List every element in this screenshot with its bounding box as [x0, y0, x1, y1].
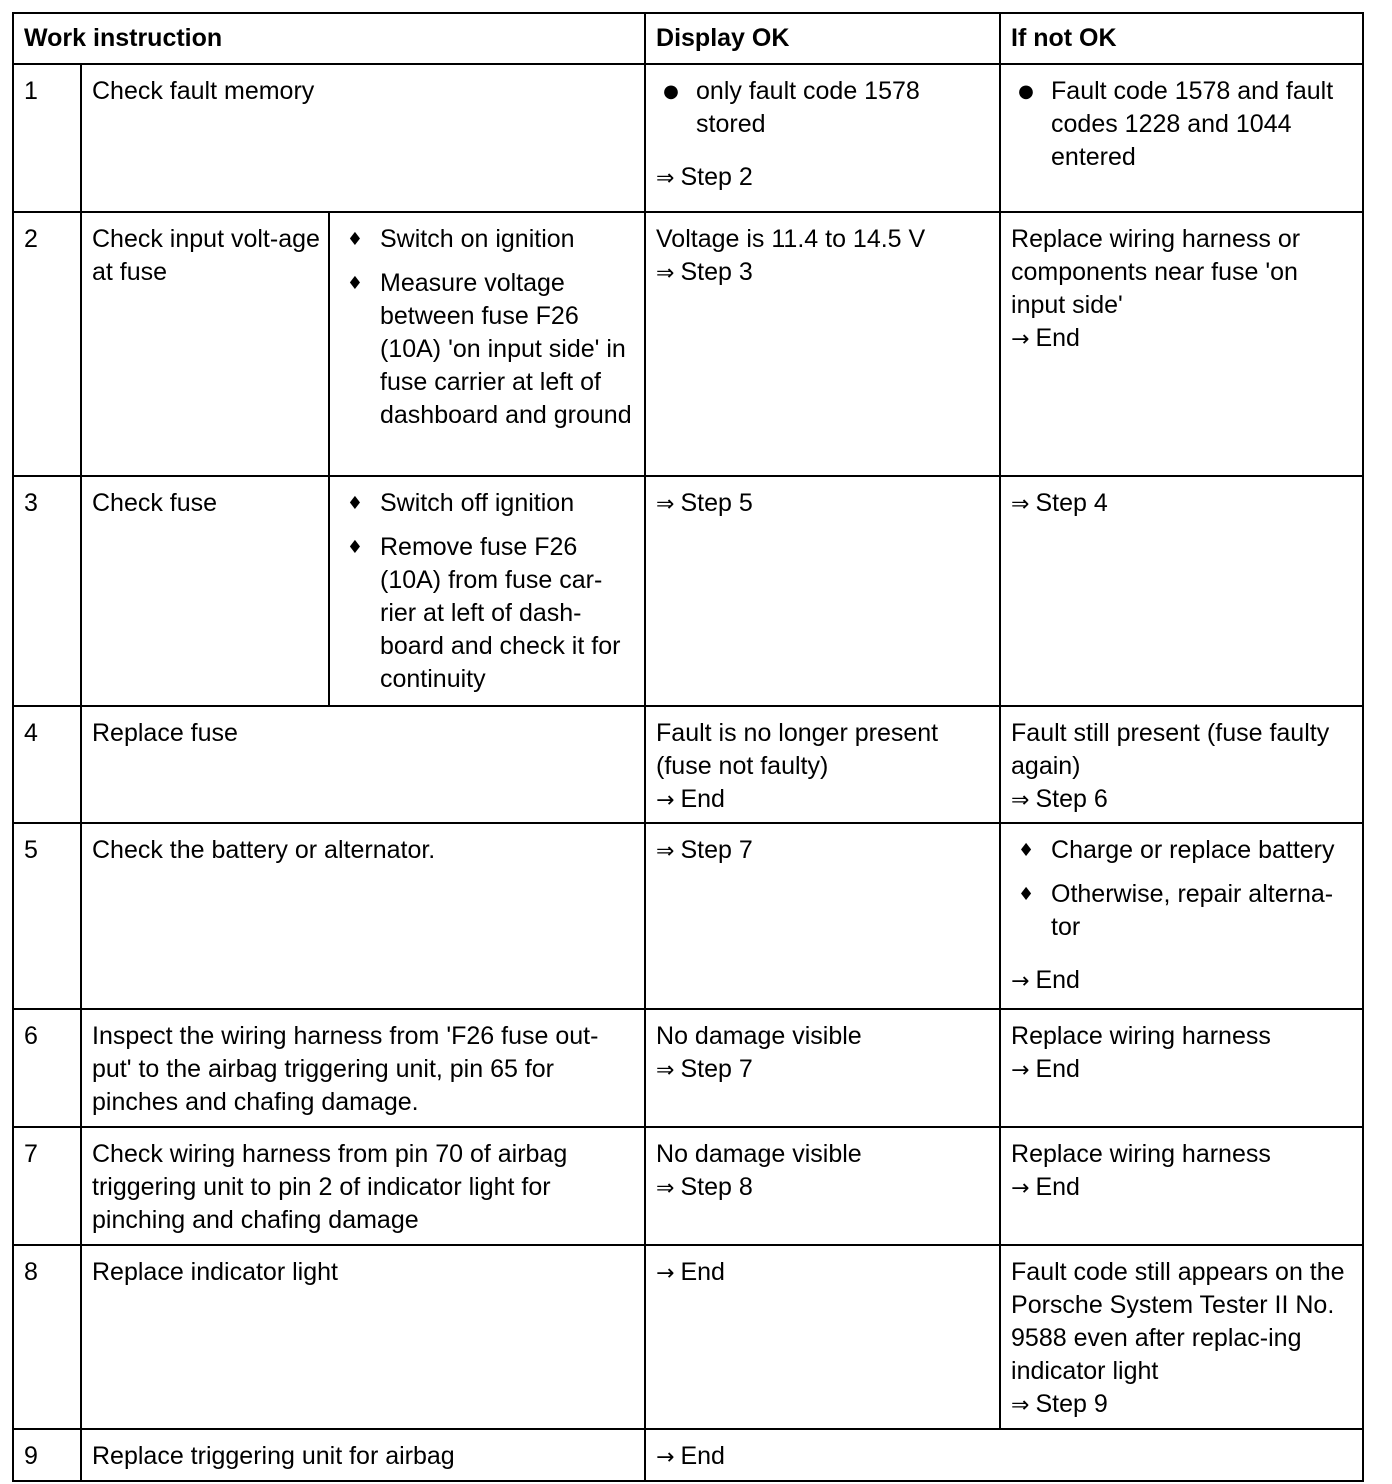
step-number: 6	[13, 1009, 81, 1127]
step-reference: ⇒ Step 7	[656, 1055, 753, 1083]
step-number: 8	[13, 1245, 81, 1429]
diamond-bullet-icon: ♦	[1017, 840, 1035, 861]
bullet-list	[1011, 75, 1354, 174]
display-ok-cell	[645, 1429, 1363, 1481]
table-row	[13, 1245, 1363, 1429]
double-arrow-icon: ⇒	[656, 261, 675, 286]
double-arrow-icon: ⇒	[656, 1176, 675, 1201]
display-ok-cell	[645, 64, 1000, 212]
diamond-bullet-icon: ♦	[346, 229, 364, 250]
step-reference: → End	[656, 1442, 725, 1470]
bullet-list	[656, 75, 991, 141]
list-item: ♦ Charge or replace battery	[1011, 834, 1354, 867]
sub-steps-cell	[329, 212, 645, 476]
double-arrow-icon: ⇒	[656, 492, 675, 517]
table-row	[13, 212, 1363, 476]
arrow-right-icon: →	[656, 1261, 675, 1286]
if-not-ok-cell: Replace wiring harness → End	[1000, 1127, 1363, 1245]
step-number: 7	[13, 1127, 81, 1245]
bullet-list	[340, 223, 636, 432]
arrow-right-icon: →	[656, 788, 675, 813]
instruction-text: Replace indicator light	[81, 1245, 645, 1429]
arrow-right-icon: →	[1011, 327, 1030, 352]
display-ok-cell: Fault is no longer present (fuse not faulty) → End	[645, 706, 1000, 823]
double-arrow-icon: ⇒	[1011, 492, 1030, 517]
bullet-dot-icon: ●	[1018, 81, 1034, 102]
step-number: 4	[13, 706, 81, 823]
instruction-text: Check input volt-age at fuse	[81, 212, 329, 476]
step-reference: → End	[1011, 1173, 1080, 1201]
instruction-text: Replace triggering unit for airbag	[81, 1429, 645, 1481]
table-row	[13, 1429, 1363, 1481]
display-ok-cell: No damage visible ⇒ Step 7	[645, 1009, 1000, 1127]
sub-steps-cell	[329, 476, 645, 706]
step-reference: ⇒ Step 3	[656, 258, 753, 286]
table-row	[13, 476, 1363, 706]
if-not-ok-cell	[1000, 823, 1363, 1009]
header-if-not-ok: If not OK	[1000, 13, 1363, 64]
if-not-ok-cell: Replace wiring harness → End	[1000, 1009, 1363, 1127]
arrow-right-icon: →	[1011, 969, 1030, 994]
diamond-bullet-icon: ♦	[346, 273, 364, 294]
step-reference: ⇒ Step 4	[1011, 489, 1108, 517]
diamond-bullet-icon: ♦	[346, 493, 364, 514]
table-row	[13, 1009, 1363, 1127]
list-item: ● Fault code 1578 and fault codes 1228 and 1044 entered	[1011, 75, 1354, 174]
bullet-list	[1011, 834, 1354, 944]
table-row	[13, 64, 1363, 212]
step-reference: ⇒ Step 6	[1011, 785, 1108, 813]
diamond-bullet-icon: ♦	[1017, 884, 1035, 905]
display-ok-cell	[645, 1245, 1000, 1429]
step-reference: ⇒ Step 5	[656, 489, 753, 517]
list-item: ♦ Switch on ignition	[340, 223, 636, 256]
header-display-ok: Display OK	[645, 13, 1000, 64]
list-item: ♦ Measure voltage between fuse F26 (10A) 'on input side' in fuse carrier at left of dashboard and ground	[340, 267, 636, 432]
work-instruction-table	[12, 12, 1364, 1482]
display-ok-cell: No damage visible ⇒ Step 8	[645, 1127, 1000, 1245]
double-arrow-icon: ⇒	[1011, 788, 1030, 813]
double-arrow-icon: ⇒	[1011, 1393, 1030, 1418]
header-work-instruction: Work instruction	[13, 13, 645, 64]
arrow-right-icon: →	[1011, 1176, 1030, 1201]
if-not-ok-cell: Fault still present (fuse faulty again) ⇒ Step 6	[1000, 706, 1363, 823]
instruction-text: Check fault memory	[81, 64, 645, 212]
list-item: ● only fault code 1578 stored	[656, 75, 991, 141]
display-ok-cell	[645, 476, 1000, 706]
step-reference: ⇒ Step 2	[656, 163, 753, 191]
instruction-text: Inspect the wiring harness from 'F26 fuse out-put' to the airbag triggering unit, pin 65 for pinches and chafing damage.	[81, 1009, 645, 1127]
display-ok-cell: Voltage is 11.4 to 14.5 V ⇒ Step 3	[645, 212, 1000, 476]
double-arrow-icon: ⇒	[656, 166, 675, 191]
step-number: 2	[13, 212, 81, 476]
bullet-list	[340, 487, 636, 696]
step-number: 3	[13, 476, 81, 706]
list-item: ♦ Switch off ignition	[340, 487, 636, 520]
double-arrow-icon: ⇒	[656, 839, 675, 864]
step-number: 5	[13, 823, 81, 1009]
step-reference: → End	[656, 1258, 725, 1286]
step-number: 1	[13, 64, 81, 212]
display-ok-cell	[645, 823, 1000, 1009]
list-item: ♦ Remove fuse F26 (10A) from fuse car-rier at left of dash-board and check it for continuity	[340, 531, 636, 696]
step-reference: ⇒ Step 8	[656, 1173, 753, 1201]
table-row	[13, 823, 1363, 1009]
table-row	[13, 706, 1363, 823]
diamond-bullet-icon: ♦	[346, 537, 364, 558]
instruction-text: Check wiring harness from pin 70 of airbag triggering unit to pin 2 of indicator light for pinching and chafing damage	[81, 1127, 645, 1245]
step-reference: ⇒ Step 9	[1011, 1390, 1108, 1418]
if-not-ok-cell	[1000, 476, 1363, 706]
if-not-ok-cell: Fault code still appears on the Porsche System Tester II No. 9588 even after replac-ing indicator light ⇒ Step 9	[1000, 1245, 1363, 1429]
step-reference: → End	[1011, 324, 1080, 352]
arrow-right-icon: →	[1011, 1058, 1030, 1083]
list-item: ♦ Otherwise, repair alterna-tor	[1011, 878, 1354, 944]
step-reference: → End	[1011, 1055, 1080, 1083]
bullet-dot-icon: ●	[663, 81, 679, 102]
double-arrow-icon: ⇒	[656, 1058, 675, 1083]
step-reference: → End	[656, 785, 725, 813]
header-row	[13, 13, 1363, 64]
instruction-text: Replace fuse	[81, 706, 645, 823]
table-row	[13, 1127, 1363, 1245]
step-reference: ⇒ Step 7	[656, 836, 753, 864]
if-not-ok-cell	[1000, 64, 1363, 212]
instruction-text: Check the battery or alternator.	[81, 823, 645, 1009]
step-reference: → End	[1011, 966, 1080, 994]
instruction-text: Check fuse	[81, 476, 329, 706]
arrow-right-icon: →	[656, 1445, 675, 1470]
if-not-ok-cell: Replace wiring harness or components near fuse 'on input side' → End	[1000, 212, 1363, 476]
step-number: 9	[13, 1429, 81, 1481]
